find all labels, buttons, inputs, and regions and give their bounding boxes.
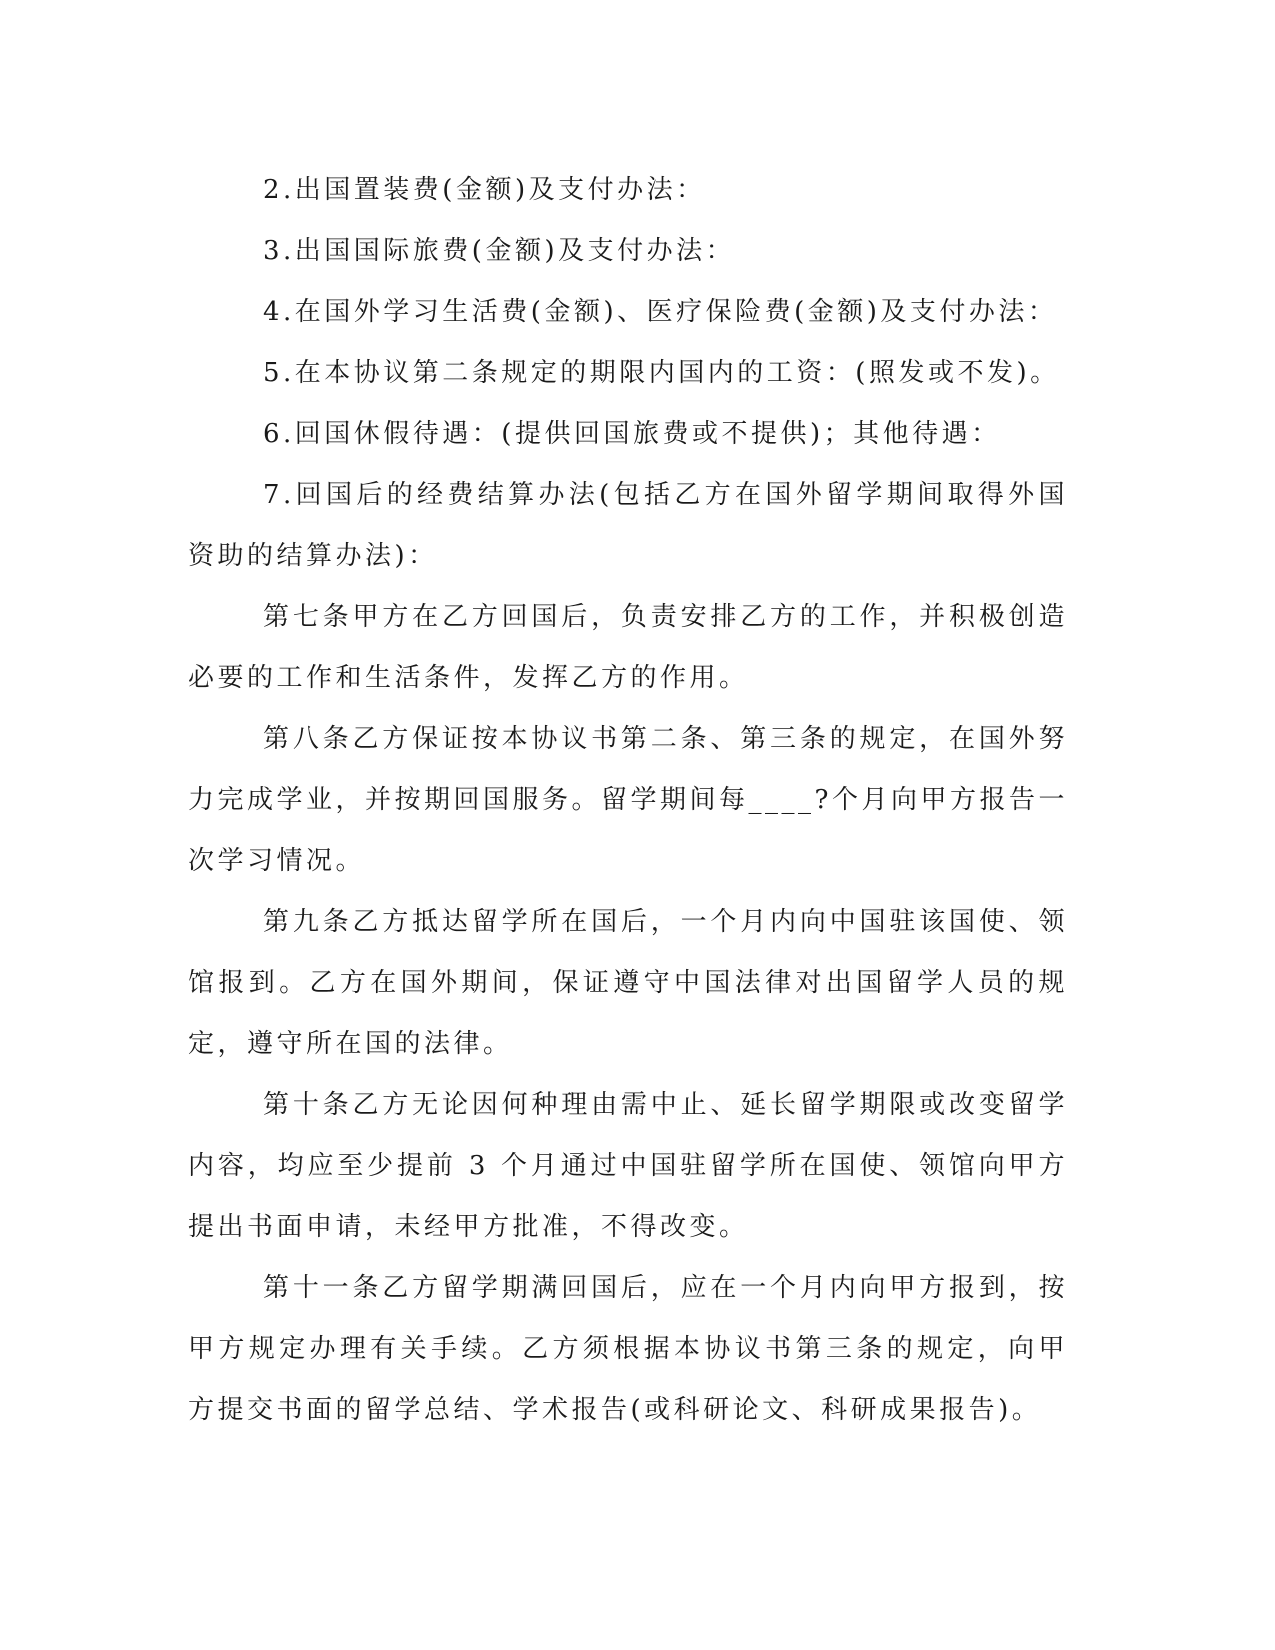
document-body [188,160,1068,1441]
paragraph-item-3: 3.出国国际旅费(金额)及支付办法： [263,236,736,266]
paragraph-item-6: 6.回国休假待遇：(提供回国旅费或不提供)；其他待遇： [263,419,1001,449]
article-9: 第九条乙方抵达留学所在国后，一个月内向中国驻该国使、领馆报到。乙方在国外期间，保证遵守中国法律对出国留学人员的规定，遵守所在国的法律。 [188,907,1068,1059]
article-8: 第八条乙方保证按本协议书第二条、第三条的规定，在国外努力完成学业，并按期回国服务。留学期间每____?个月向甲方报告一次学习情况。 [188,724,1068,876]
paragraph-item-5: 5.在本协议第二条规定的期限内国内的工资：(照发或不发)。 [263,358,1060,388]
paragraph-item-4: 4.在国外学习生活费(金额)、医疗保险费(金额)及支付办法： [263,297,1058,327]
paragraph-item-7: 7.回国后的经费结算办法(包括乙方在国外留学期间取得外国资助的结算办法)： [188,480,1068,571]
article-10: 第十条乙方无论因何种理由需中止、延长留学期限或改变留学内容，均应至少提前 3 个月通过中国驻留学所在国使、领馆向甲方提出书面申请，未经甲方批准，不得改变。 [188,1090,1068,1242]
article-11: 第十一条乙方留学期满回国后，应在一个月内向甲方报到，按甲方规定办理有关手续。乙方须根据本协议书第三条的规定，向甲方提交书面的留学总结、学术报告(或科研论文、科研成果报告)。 [188,1273,1068,1425]
article-7: 第七条甲方在乙方回国后，负责安排乙方的工作，并积极创造必要的工作和生活条件，发挥乙方的作用。 [188,602,1068,693]
paragraph-item-2: 2.出国置装费(金额)及支付办法： [263,175,706,205]
